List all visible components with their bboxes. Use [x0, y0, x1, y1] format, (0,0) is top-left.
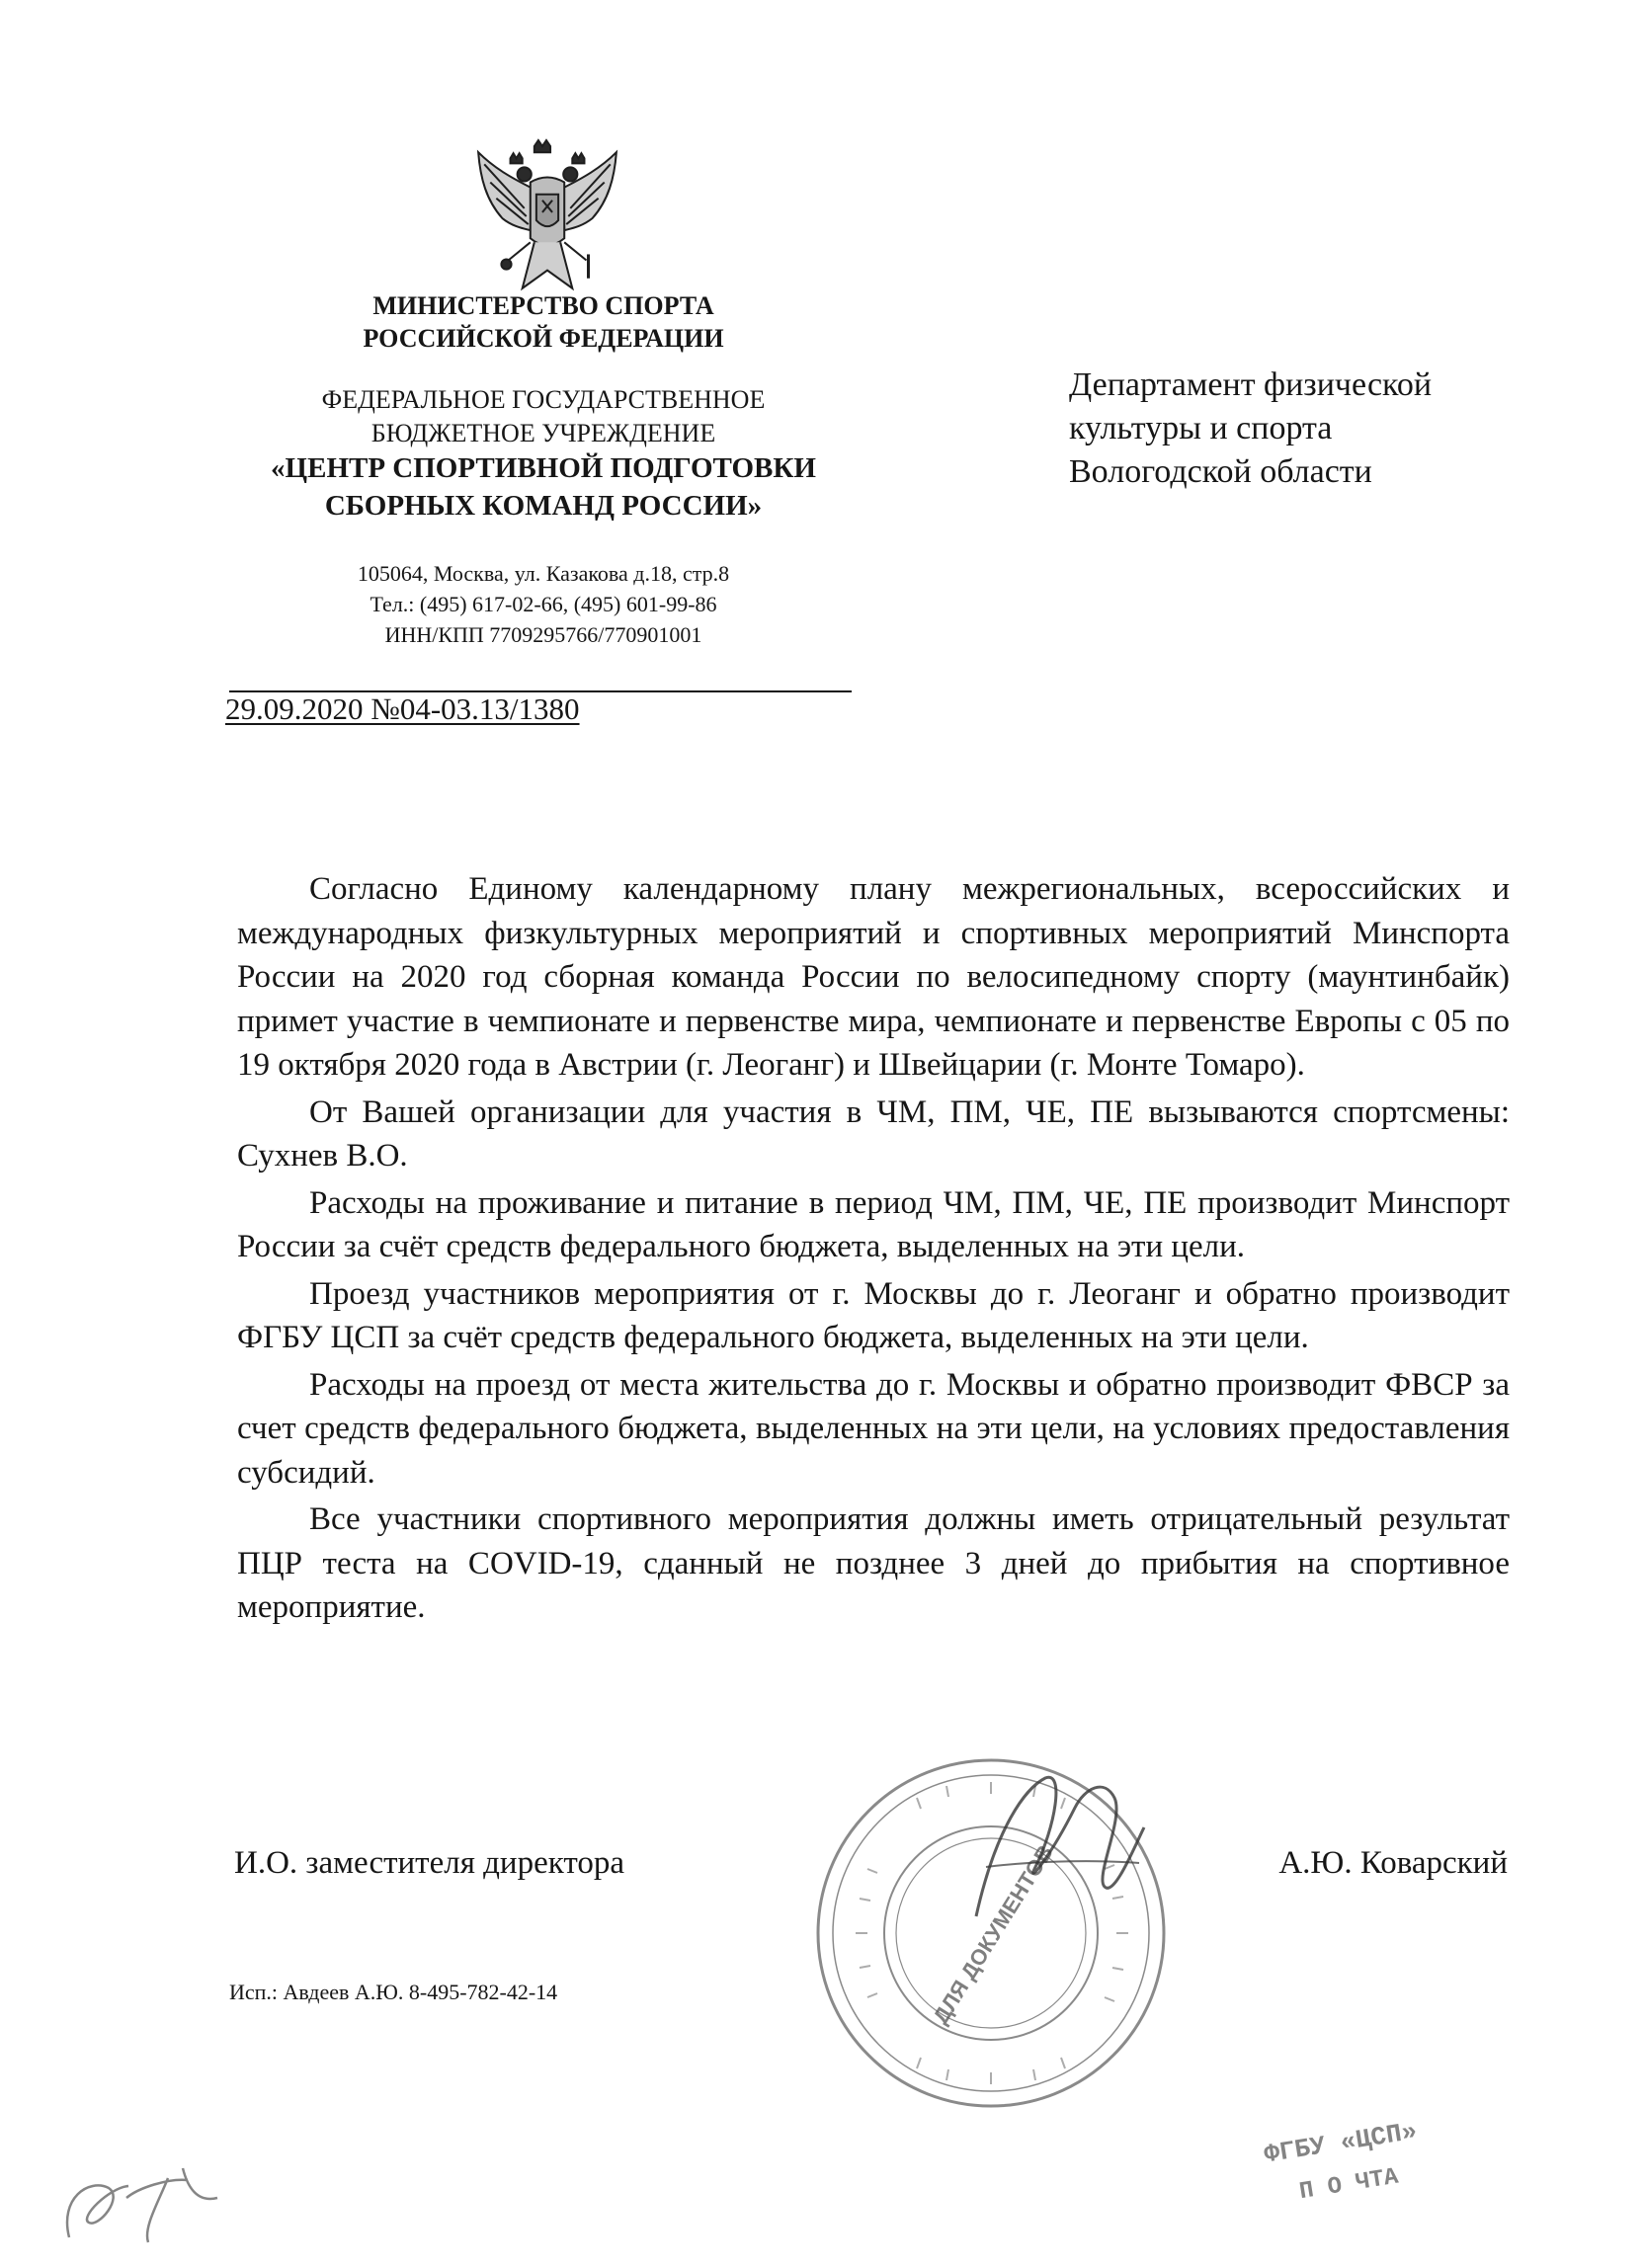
handwritten-initials — [49, 2158, 237, 2247]
mail-stamp — [1255, 2089, 1472, 2218]
contact-block — [198, 561, 889, 653]
signer-name: А.Ю. Коварский — [1278, 1845, 1508, 1881]
inn-kpp-line: ИНН/КПП 7709295766/770901001 — [384, 622, 702, 647]
addressee-line-3: Вологодской области — [1069, 453, 1372, 490]
body-paragraph: От Вашей организации для участия в ЧМ, ПМ, ЧЕ, ПЕ вызываются спортсмены: Сухнев В.О. — [237, 1094, 1510, 1174]
ministry-line-2: РОССИЙСКОЙ ФЕДЕРАЦИИ — [363, 324, 724, 353]
institution-name-line-1: «ЦЕНТР СПОРТИВНОЙ ПОДГОТОВКИ — [271, 452, 816, 484]
state-emblem-icon — [472, 138, 622, 298]
addressee-line-2: культуры и спорта — [1069, 410, 1333, 446]
executor-info: Исп.: Авдеев А.Ю. 8-495-782-42-14 — [229, 1980, 558, 2004]
addressee-line-1: Департамент физической — [1069, 366, 1433, 403]
institution-type-line-1: ФЕДЕРАЛЬНОЕ ГОСУДАРСТВЕННОЕ — [321, 385, 766, 414]
mail-stamp-line-1: ФГБУ «ЦСП» — [1262, 2116, 1420, 2170]
institution-name-line-2: СБОРНЫХ КОМАНД РОССИИ» — [324, 490, 763, 522]
ministry-line-1: МИНИСТЕРСТВО СПОРТА — [372, 291, 714, 320]
mail-stamp-line-2: П О ЧТА — [1297, 2163, 1401, 2207]
phone-line: Тел.: (495) 617-02-66, (495) 601-99-86 — [370, 592, 717, 616]
document-reference: 29.09.2020 №04-03.13/1380 — [225, 691, 580, 726]
body-paragraph: Расходы на проезд от места жительства до г. Москвы и обратно производит ФВСР за счет средств федерального бюджета, выделенных на эти цели, на условиях предоставления субсидий. — [237, 1366, 1510, 1491]
body-paragraph: Все участники спортивного мероприятия должны иметь отрицательный результат ПЦР теста на COVID-19, сданный не позднее 3 дней до прибытия на спортивное мероприятие. — [237, 1501, 1510, 1625]
seal-text: ДЛЯ ДОКУМЕНТОВ — [928, 1840, 1058, 2029]
address-line: 105064, Москва, ул. Казакова д.18, стр.8 — [357, 561, 730, 586]
letter-body — [237, 867, 1510, 1633]
addressee-block — [1069, 364, 1432, 494]
body-paragraph: Согласно Единому календарному плану межрегиональных, всероссийских и международных физкультурных мероприятий и спортивных мероприятий Минспорта России на 2020 год сборная команда России по велосипедному спорту (маунтинбайк) примет участие в чемпионате и первенстве мира, чемпионате и первенстве Европы с 05 по 19 октября 2020 года в Австрии (г. Леоганг) и Швейцарии (г. Монте Томаро). — [237, 871, 1510, 1083]
body-paragraph: Расходы на проживание и питание в период ЧМ, ПМ, ЧЕ, ПЕ производит Минспорт России за счёт средств федерального бюджета, выделенных на эти цели. — [237, 1184, 1510, 1264]
institution-type-line-2: БЮДЖЕТНОЕ УЧРЕЖДЕНИЕ — [370, 419, 716, 447]
signer-position: И.О. заместителя директора — [234, 1845, 624, 1881]
body-paragraph: Проезд участников мероприятия от г. Москвы до г. Леоганг и обратно производит ФГБУ ЦСП за счёт средств федерального бюджета, выделенных на эти цели. — [237, 1275, 1510, 1355]
